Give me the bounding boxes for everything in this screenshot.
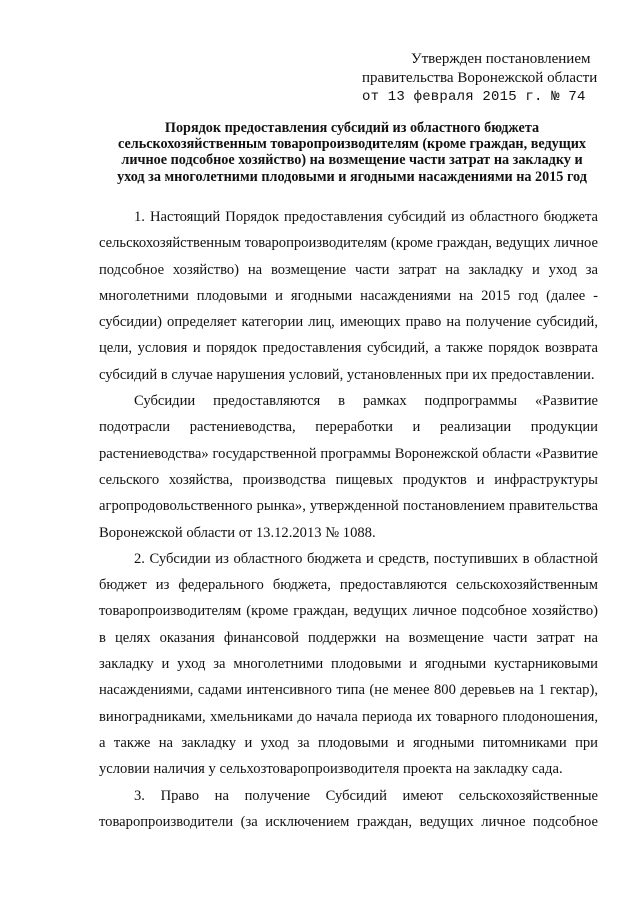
- text-line: Воронежской области от 13.12.2013 № 1088.: [99, 524, 376, 541]
- text-line: закладку и уход за многолетними плодовыми и ягодными кустарниковыми: [99, 656, 598, 673]
- title-line-1: Порядок предоставления субсидий из областного бюджета: [164, 120, 540, 136]
- text-line: субсидии) определяет категории лиц, имеющих право на получение субсидий,: [99, 314, 598, 331]
- text-line: подотрасли растениеводства, переработки и реализации продукции: [99, 419, 598, 436]
- paragraph-2: [99, 388, 598, 546]
- title-line-4: уход за многолетними плодовыми и ягодными насаждениями на 2015 год: [117, 168, 587, 185]
- text-line: 3. Право на получение Субсидий имеют сельскохозяйственные: [134, 787, 598, 804]
- text-line: подсобное хозяйство) на возмещение части затрат на закладку и уход за: [99, 261, 598, 278]
- text-line: сельского хозяйства, производства пищевых продуктов и инфраструктуры: [99, 471, 598, 488]
- text-line: сельскохозяйственным товаропроизводителям (кроме граждан, ведущих личное: [99, 235, 598, 252]
- paragraph-3: [99, 546, 598, 783]
- document-title: [92, 120, 612, 185]
- text-line: агропродовольственного рынка», утвержденной постановлением правительства: [99, 498, 598, 515]
- text-line: условии наличия у сельхозтоваропроизводителя проекта на закладку сада.: [99, 761, 563, 778]
- text-line: растениеводства» государственной программы Воронежской области «Развитие: [99, 445, 598, 462]
- approval-stamp: [362, 50, 612, 107]
- text-line: а также на закладку и уход за плодовыми и ягодными питомниками при: [99, 734, 598, 751]
- approval-line-1: Утвержден постановлением: [411, 51, 591, 67]
- title-line-2: сельскохозяйственным товаропроизводителям (кроме граждан, ведущих: [118, 136, 586, 153]
- paragraph-4: [99, 783, 598, 836]
- text-line: виноградниками, хмельниками до начала периода их товарного плодоношения,: [99, 708, 598, 725]
- text-line: многолетними плодовыми и ягодными насаждениями на 2015 год (далее -: [99, 287, 598, 304]
- text-line: в целях оказания финансовой поддержки на возмещение части затрат на: [99, 629, 598, 646]
- text-line: субсидий в случае нарушения условий, установленных при их предоставлении.: [99, 366, 595, 383]
- approval-line-2: правительства Воронежской области: [362, 70, 598, 86]
- approval-line-3: от 13 февраля 2015 г. № 74: [362, 89, 586, 105]
- text-line: Субсидии предоставляются в рамках подпрограммы «Развитие: [134, 393, 598, 410]
- text-line: бюджет из федерального бюджета, предоставляются сельскохозяйственным: [99, 577, 598, 594]
- text-line: товаропроизводителям (кроме граждан, ведущих личное подсобное хозяйство): [99, 603, 598, 620]
- text-line: цели, условия и порядок предоставления субсидий, а также порядок возврата: [99, 340, 598, 357]
- document-body: [99, 204, 598, 835]
- text-line: насаждениями, садами интенсивного типа (не менее 800 деревьев на 1 гектар),: [99, 682, 598, 699]
- text-line: 2. Субсидии из областного бюджета и средств, поступивших в областной: [134, 550, 598, 567]
- text-line: 1. Настоящий Порядок предоставления субсидий из областного бюджета: [134, 209, 598, 225]
- text-line: товаропроизводители (за исключением граждан, ведущих личное подсобное: [99, 813, 598, 830]
- paragraph-1: [99, 204, 598, 388]
- title-line-3: личное подсобное хозяйство) на возмещение части затрат на закладку и: [121, 152, 583, 169]
